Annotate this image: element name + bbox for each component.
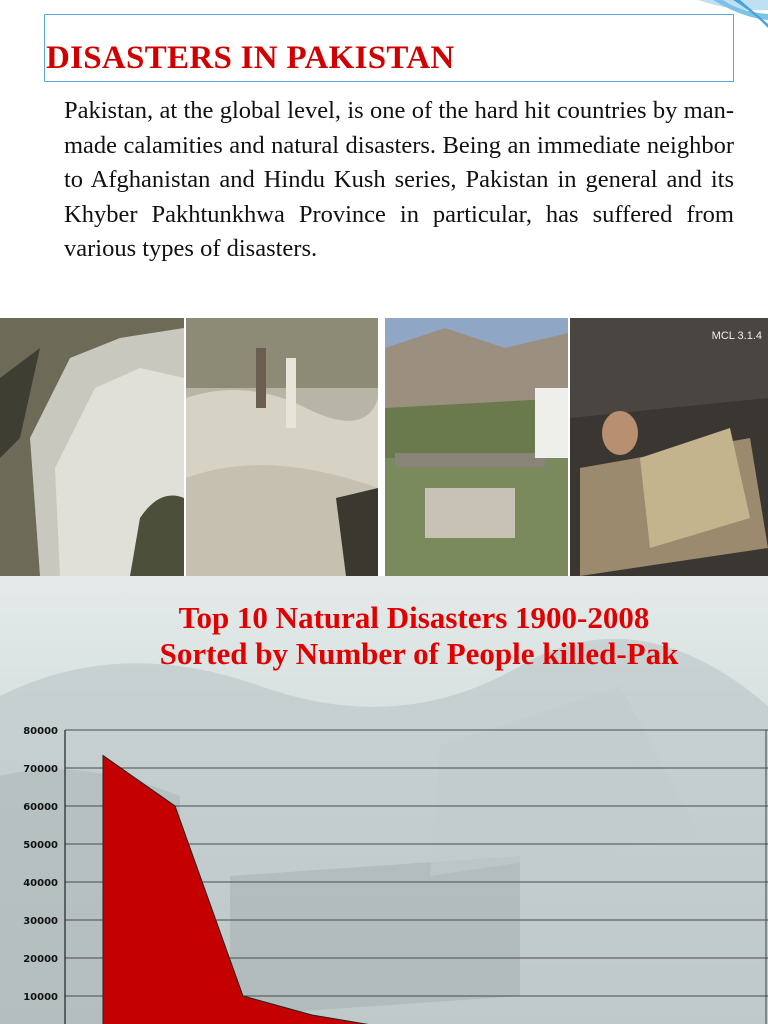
y-tick-label: 10000 (23, 992, 58, 1003)
deaths-area-series (103, 756, 450, 1024)
y-tick-label: 40000 (23, 878, 58, 889)
photo-caption-label: MCL 3.1.4 (711, 330, 762, 342)
photo-strip (0, 318, 768, 576)
slide-title: DISASTERS IN PAKISTAN (46, 40, 455, 76)
y-tick-label: 30000 (23, 916, 58, 927)
photo-relief-camp (385, 318, 568, 576)
chart-title-line: Top 10 Natural Disasters 1900-2008 (178, 600, 650, 635)
y-tick-label: 80000 (23, 726, 58, 737)
chart-subtitle-line: Sorted by Number of People killed-Pak (159, 636, 679, 671)
y-tick-label: 50000 (23, 840, 58, 851)
photo-injured-victim (570, 318, 768, 576)
photo-rubble-search (186, 318, 378, 576)
photo-mountain-landslide (0, 318, 184, 576)
y-tick-label: 20000 (23, 954, 58, 965)
y-tick-label: 60000 (23, 802, 58, 813)
deaths-area-chart (0, 576, 768, 1024)
y-tick-label: 70000 (23, 764, 58, 775)
intro-paragraph: Pakistan, at the global level, is one of the hard hit countries by man-made calamities and natural disasters. Being an immediate neighbor to Afghanistan and Hindu Kush series, Pakistan in general and its Khyber Pakhtunkhwa Province in particular, has suffered from various types of disasters. (64, 97, 734, 262)
